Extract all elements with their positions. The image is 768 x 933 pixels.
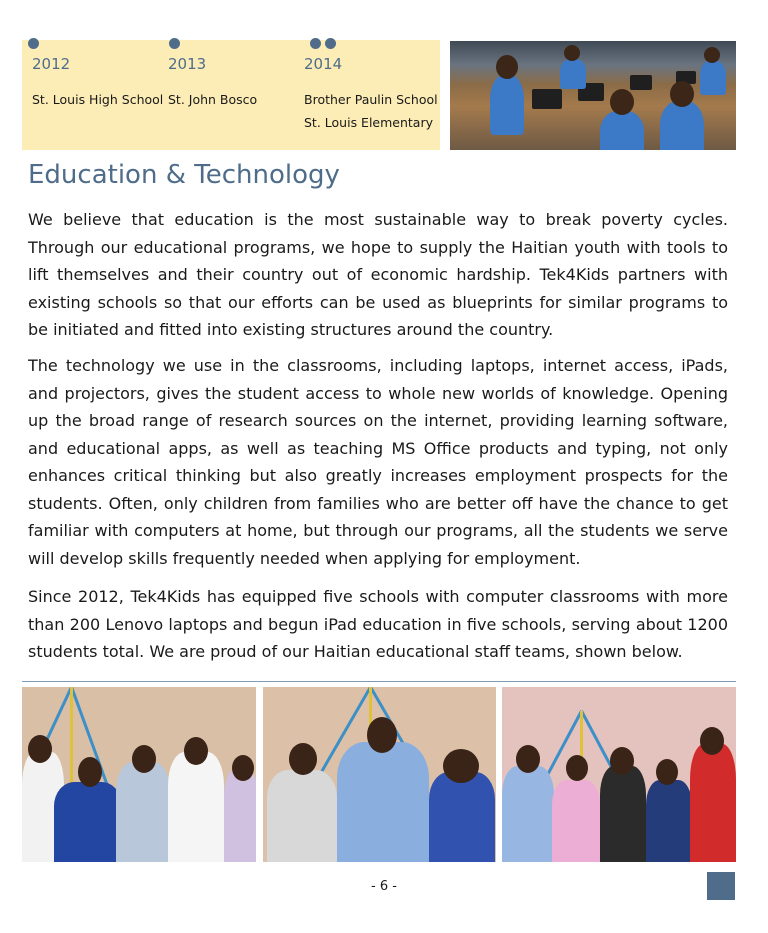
- staff-photo: [502, 687, 736, 862]
- timeline-dot-icon: [310, 34, 340, 46]
- corner-decoration: [707, 872, 735, 900]
- timeline-school: St. John Bosco: [168, 92, 258, 107]
- page-number: - 6 -: [371, 879, 397, 894]
- section-divider: [22, 681, 736, 682]
- timeline-school: St. Louis High School: [32, 92, 164, 107]
- timeline-dot-icon: [28, 34, 43, 46]
- body-paragraph: We believe that education is the most sustainable way to break poverty cycles. Through our educational programs, we hope to supply the Haitian youth with tools to lift themselves and their country out of economic hardship. Tek4Kids partners with existing schools so that our efforts can be used as blueprints for similar programs to be initiated and fitted into existing structures around the country.: [28, 210, 728, 339]
- timeline-school: Brother Paulin School: [304, 92, 438, 107]
- timeline-year: 2013: [168, 55, 207, 73]
- staff-photo: [22, 687, 256, 862]
- staff-photo: [263, 687, 496, 862]
- body-paragraph: The technology we use in the classrooms, including laptops, internet access, iPads, and projectors, gives the student access to whole new worlds of knowledge. Opening up the broad range of research sources on the internet, providing learning software, and educational apps, as well as teaching MS Office products and typing, not only enhances critical thinking but also greatly increases employment prospects for the students. Often, only children from families who are better off have the chance to get familiar with computers at home, but through our programs, all the students we serve will develop skills frequently needed when applying for employment.: [28, 356, 728, 568]
- section-title: Education & Technology: [28, 160, 340, 190]
- classroom-photo: [450, 41, 736, 150]
- timeline-year: 2014: [304, 55, 343, 73]
- timeline-year: 2012: [32, 55, 71, 73]
- timeline-box: [22, 40, 440, 150]
- timeline-school: St. Louis Elementary: [304, 115, 434, 130]
- body-paragraph: Since 2012, Tek4Kids has equipped five schools with computer classrooms with more than 200 Lenovo laptops and begun iPad education in five schools, serving about 1200 students total. We are proud of our Haitian educational staff teams, shown below.: [28, 587, 728, 661]
- timeline-dot-icon: [169, 34, 184, 46]
